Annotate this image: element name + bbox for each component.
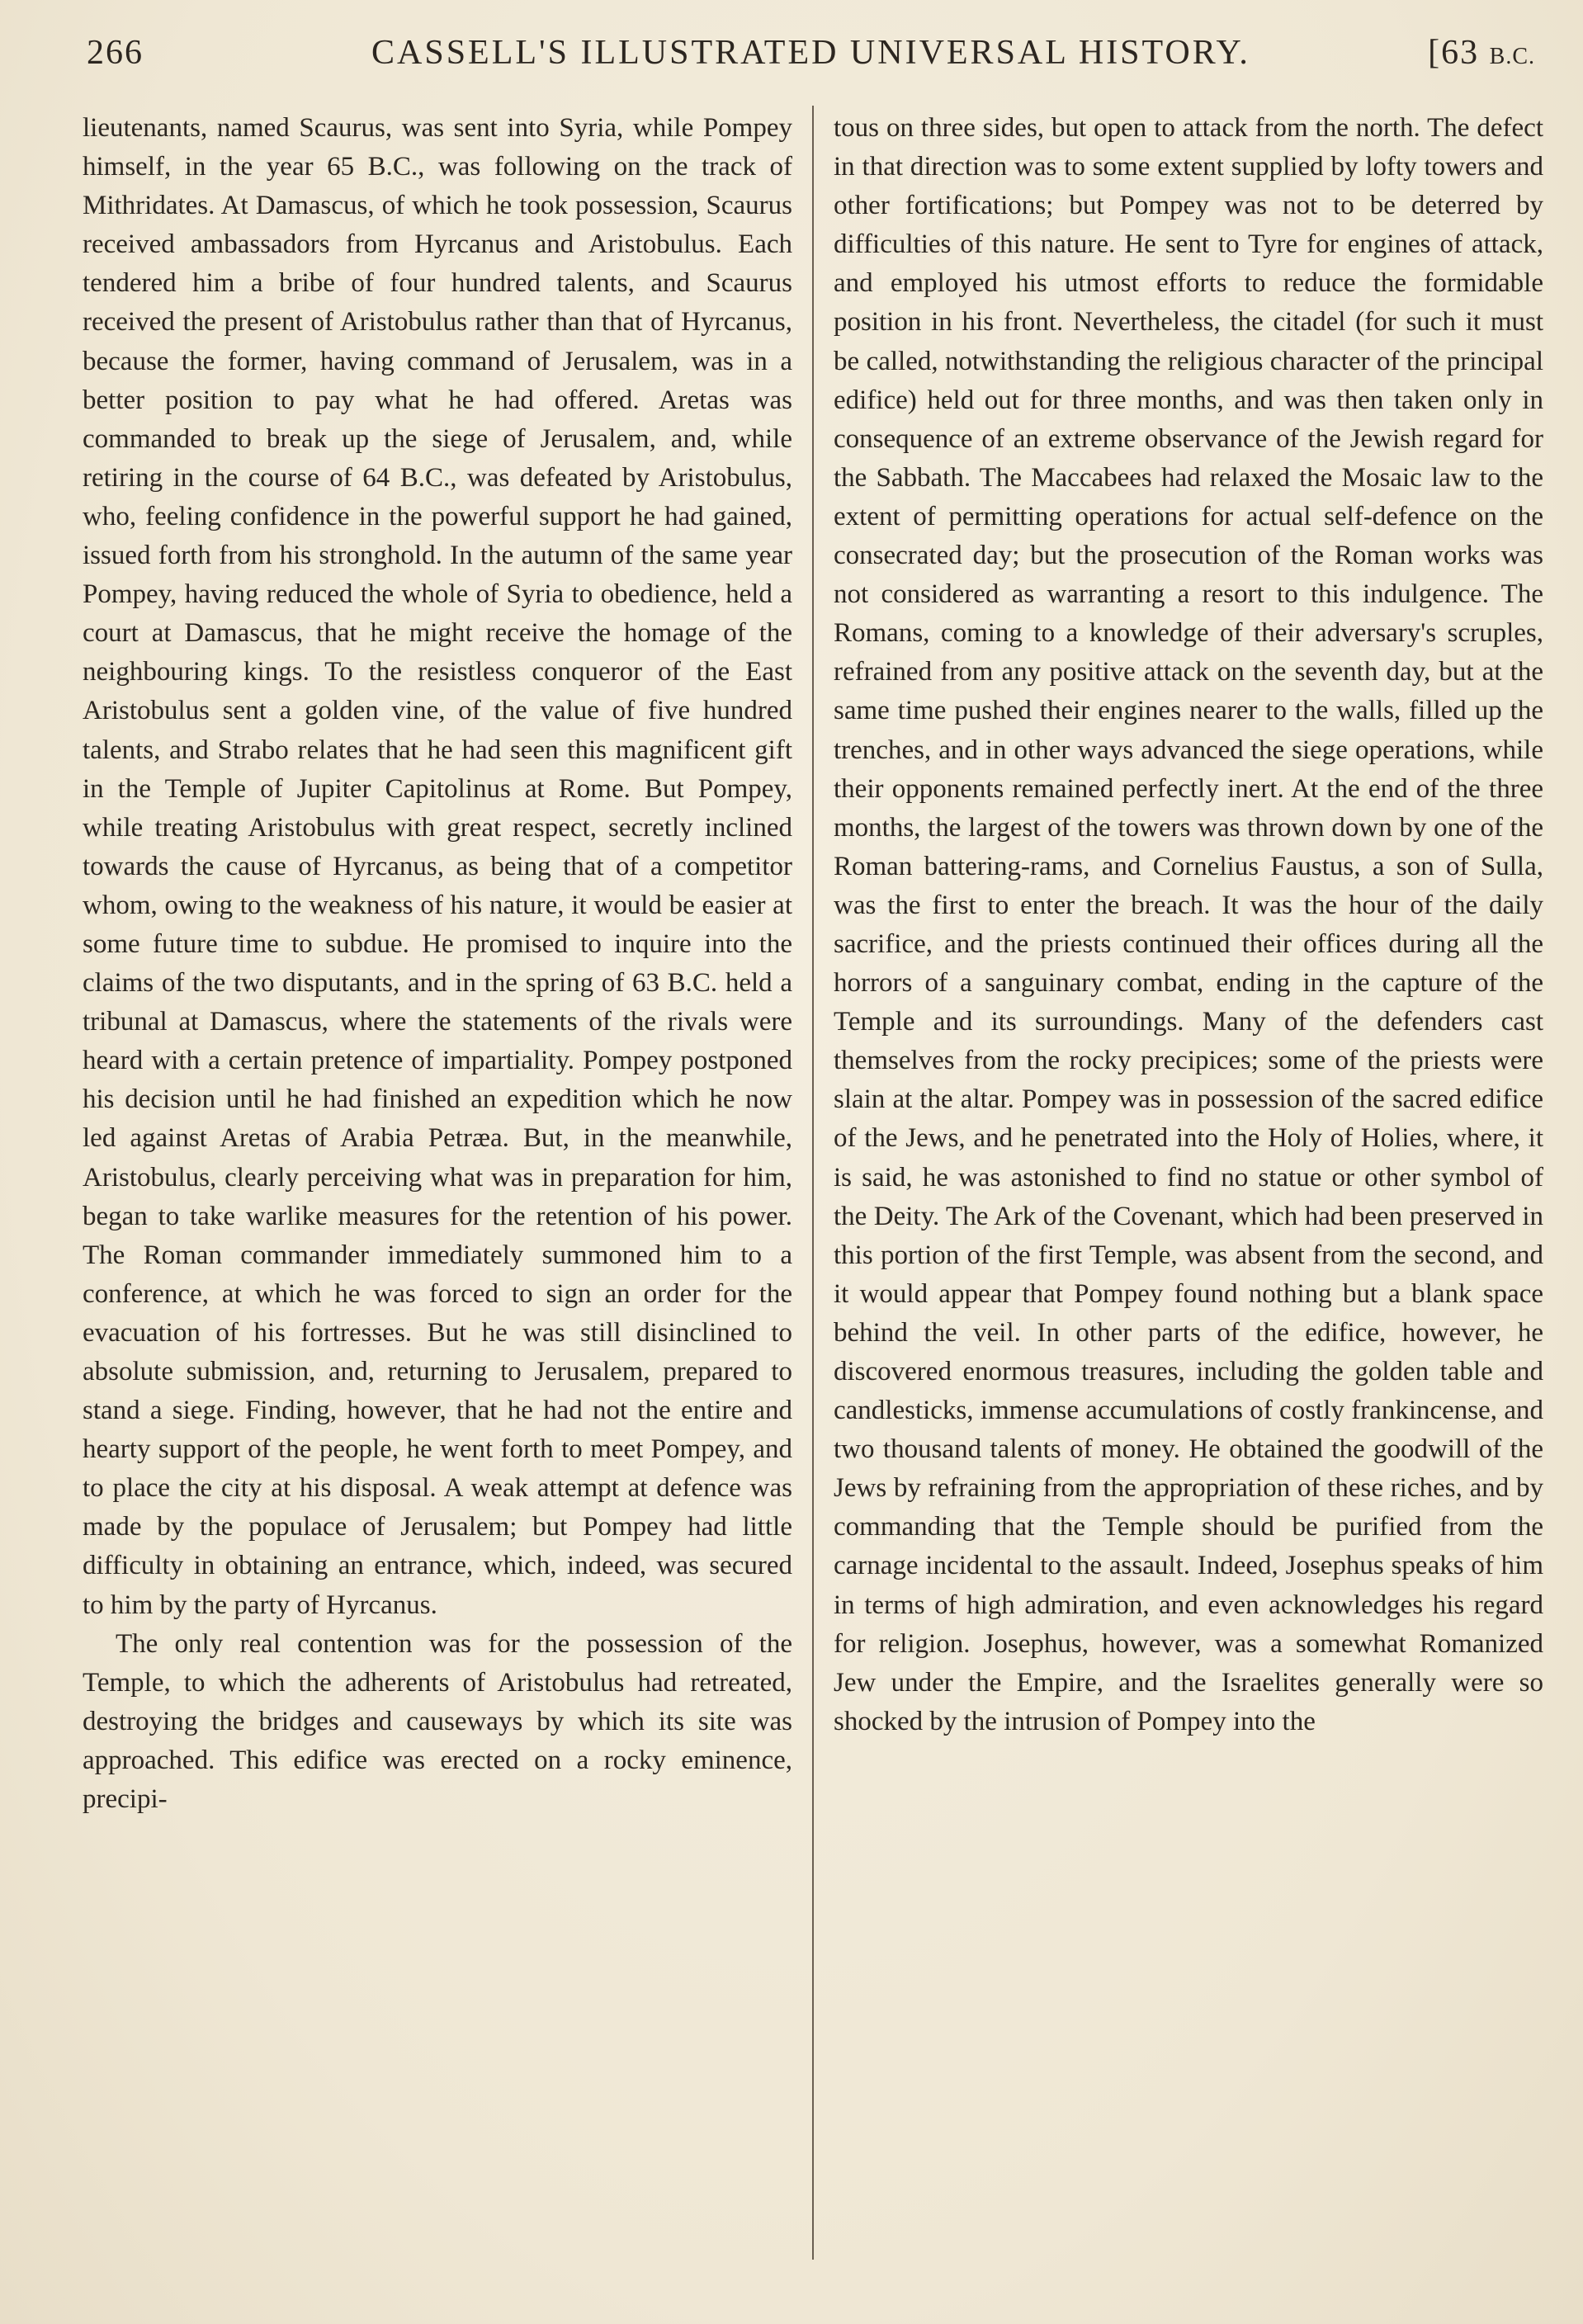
column-divider xyxy=(812,106,814,2260)
page-number: 266 xyxy=(87,34,144,72)
right-column xyxy=(834,109,1543,1741)
left-column xyxy=(83,109,792,1819)
running-header xyxy=(87,25,1535,83)
left-paragraph-1: lieutenants, named Scaurus, was sent into Syria, while Pompey himself, in the year 65 B.C., was following on the track of Mithridates. At Damascus, of which he took possession, Scaurus received ambassadors from Hyrcanus and Aristobulus. Each tendered him a bribe of four hundred talents, and Scaurus received the present of Aristobulus rather than that of Hyrcanus, because the former, having command of Jerusalem, was in a better position to pay what he had offered. Aretas was commanded to break up the siege of Jerusalem, and, while retiring in the course of 64 B.C., was defeated by Aristobulus, who, feeling confidence in the powerful support he had gained, issued forth from his stronghold. In the autumn of the same year Pompey, having reduced the whole of Syria to obedience, held a court at Damascus, that he might receive the homage of the neighbouring kings. To the resistless conqueror of the East Aristobulus sent a golden vine, of the value of five hundred talents, and Strabo relates that he had seen this magnificent gift in the Temple of Jupiter Capitolinus at Rome. But Pompey, while treating Aristobulus with great respect, secretly inclined towards the cause of Hyrcanus, as being that of a competitor whom, owing to the weakness of his nature, it would be easier at some future time to subdue. He promised to inquire into the claims of the two disputants, and in the spring of 63 B.C. held a tribunal at Damascus, where the statements of the rivals were heard with a certain pretence of impartiality. Pompey postponed his decision until he had finished an expedition which he now led against Aretas of Arabia Petræa. But, in the meanwhile, Aristobulus, clearly perceiving what was in preparation for him, began to take warlike measures for the retention of his power. The Roman commander immediately summoned him to a conference, at which he was forced to sign an order for the evacuation of his fortresses. But he was still disinclined to absolute submission, and, returning to Jerusalem, prepared to stand a siege. Finding, however, that he had not the entire and hearty support of the people, he went forth to meet Pompey, and to place the city at his disposal. A weak attempt at defence was made by the populace of Jerusalem; but Pompey had little difficulty in obtaining an entrance, which, indeed, was secured to him by the party of Hyrcanus. xyxy=(83,113,792,1620)
date-era: B.C. xyxy=(1489,44,1535,69)
date-marker xyxy=(1428,33,1535,73)
right-paragraph-1: tous on three sides, but open to attack from the north. The defect in that direction was to some extent supplied by lofty towers and other fortifications; but Pompey was not to be deterred by difficulties of this nature. He sent to Tyre for engines of attack, and employed his utmost efforts to reduce the formidable position in his front. Nevertheless, the citadel (for such it must be called, notwithstanding the religious character of the principal edifice) held out for three months, and was then taken only in consequence of an extreme observance of the Jewish regard for the Sabbath. The Maccabees had relaxed the Mosaic law to the extent of permitting operations for actual self-defence on the consecrated day; but the prosecution of the Roman works was not considered as warranting a resort to this indulgence. The Romans, coming to a knowledge of their adversary's scruples, refrained from any positive attack on the seventh day, but at the same time pushed their engines nearer to the walls, filled up the trenches, and in other ways advanced the siege operations, while their opponents remained perfectly inert. At the end of the three months, the largest of the towers was thrown down by one of the Roman battering-rams, and Cornelius Faustus, a son of Sulla, was the first to enter the breach. It was the hour of the daily sacrifice, and the priests continued their offices during all the horrors of a sanguinary combat, ending in the capture of the Temple and its surroundings. Many of the defenders cast themselves from the rocky precipices; some of the priests were slain at the altar. Pompey was in possession of the sacred edifice of the Jews, and he penetrated into the Holy of Holies, where, it is said, he was astonished to find no statue or other symbol of the Deity. The Ark of the Covenant, which had been preserved in this portion of the first Temple, was absent from the second, and it would appear that Pompey found nothing but a blank space behind the veil. In other parts of the edifice, however, he discovered enormous treasures, including the golden table and candlesticks, immense accumulations of costly frankincense, and two thousand talents of money. He obtained the goodwill of the Jews by refraining from the appropriation of these riches, and by commanding that the Temple should be purified from the carnage incidental to the assault. Indeed, Josephus speaks of him in terms of high admiration, and even acknowledges his regard for religion. Josephus, however, was a somewhat Romanized Jew under the Empire, and the Israelites generally were so shocked by the intrusion of Pompey into the xyxy=(834,113,1543,1736)
running-title: CASSELL'S ILLUSTRATED UNIVERSAL HISTORY. xyxy=(371,34,1250,72)
left-paragraph-2: The only real contention was for the possession of the Temple, to which the adherents of Aristobulus had retreated, destroying the bridges and causeways by which its site was approached. This edifice was erected on a rocky eminence, precipi- xyxy=(83,1628,792,1815)
date-year: [63 xyxy=(1428,34,1480,72)
